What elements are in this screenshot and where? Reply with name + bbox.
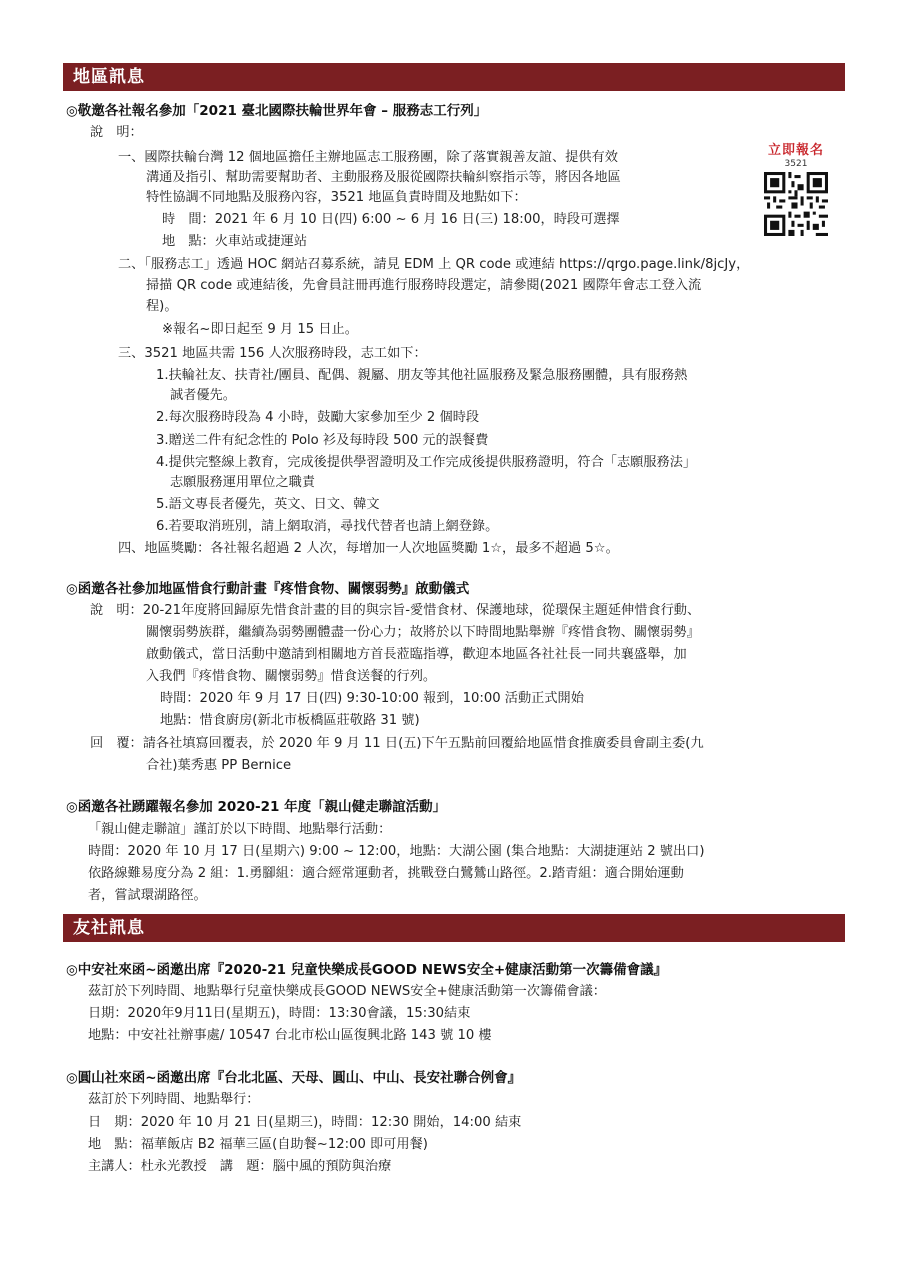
paragraph-line: 二、「服務志工」透過 HOC 網站召募系統，請見 EDM 上 QR code 或連結 https://qrgo.page.link/8jcJy， — [118, 257, 750, 272]
item-title-yuanshan: ◎圓山社來函~函邀出席『台北北區、天母、圓山、中山、長安社聯合例會』 — [66, 1070, 522, 1086]
explanation-label: 說 明： — [90, 125, 143, 140]
paragraph-line: 三、3521 地區共需 156 人次服務時段，志工如下： — [118, 346, 427, 361]
list-item-cont: 誠者優先。 — [170, 388, 236, 403]
qr-subtitle: 3521 — [784, 159, 808, 169]
paragraph-line: 入我們『疼惜食物、關懷弱勢』惜食送餐的行列。 — [146, 669, 437, 684]
paragraph-line: 一、國際扶輪台灣 12 個地區擔任主辦地區志工服務團，除了落實親善友誼、提供有效 — [118, 150, 618, 165]
paragraph-line: 說 明：20-21年度將回歸原先惜食計畫的目的與宗旨-愛惜食材、保護地球，從環保主題延伸惜食行動、 — [90, 603, 701, 618]
paragraph-line: 溝通及指引、幫助需要幫助者、主動服務及服從國際扶輪糾察指示等，將因各地區 — [146, 170, 621, 185]
location-line: 地 點：福華飯店 B2 福華三區(自助餐~12:00 即可用餐) — [88, 1137, 428, 1152]
deadline-note: ※報名~即日起至 9 月 15 日止。 — [162, 322, 358, 337]
paragraph-line: 地點：中安社社辦事處/ 10547 台北市松山區復興北路 143 號 10 樓 — [88, 1028, 492, 1043]
paragraph-line: 茲訂於下列時間、地點舉行： — [88, 1092, 260, 1107]
paragraph-line: 日期：2020年9月11日(星期五)，時間：13:30會議，15:30結束 — [88, 1006, 471, 1021]
date-line: 日 期：2020 年 10 月 21 日(星期三)，時間：12:30 開始，14:00 結束 — [88, 1115, 522, 1130]
speaker-line: 主講人：杜永光教授 講 題：腦中風的預防與治療 — [88, 1159, 392, 1174]
qr-register-box[interactable] — [762, 143, 830, 243]
section-heading-district: 地區訊息 — [63, 63, 845, 91]
list-item: 6.若要取消班別，請上網取消，尋找代替者也請上網登錄。 — [156, 519, 499, 534]
paragraph-line: 啟動儀式，當日活動中邀請到相關地方首長蒞臨指導，歡迎本地區各社社長一同共襄盛舉，加 — [146, 647, 687, 662]
list-item: 1.扶輪社友、扶青社/團員、配偶、親屬、朋友等其他社區服務及緊急服務團體，具有服務熱 — [156, 368, 688, 383]
time-line: 時間：2020 年 9 月 17 日(四) 9:30-10:00 報到，10:00 活動正式開始 — [160, 691, 584, 706]
item-title-hiking: ◎函邀各社踴躍報名參加 2020-21 年度「親山健走聯誼活動」 — [66, 799, 447, 815]
paragraph-line: 四、地區獎勵：各社報名超過 2 人次，每增加一人次地區獎勵 1☆，最多不超過 5☆。 — [118, 541, 619, 556]
list-item: 2.每次服務時段為 4 小時，鼓勵大家參加至少 2 個時段 — [156, 410, 480, 425]
paragraph-line: 者，嘗試環湖路徑。 — [88, 888, 207, 903]
list-item: 5.語文專長者優先，英文、日文、韓文 — [156, 497, 380, 512]
reply-line-cont: 合社)葉秀惠 PP Bernice — [146, 758, 292, 773]
paragraph-line: 依路線難易度分為 2 組：1.勇腳組：適合經常運動者，挑戰登白鷺鷥山路徑。2.踏青組：適合開始運動 — [88, 866, 684, 881]
qr-title: 立即報名 — [767, 143, 824, 158]
item-title-food: ◎函邀各社參加地區惜食行動計畫『疼惜食物、關懷弱勢』啟動儀式 — [66, 581, 470, 597]
section-heading-friend-clubs: 友社訊息 — [63, 914, 845, 942]
location-line: 地點：惜食廚房(新北市板橋區莊敬路 31 號) — [160, 713, 420, 728]
list-item: 3.贈送二件有紀念性的 Polo 衫及每時段 500 元的誤餐費 — [156, 433, 489, 448]
item-title-zhongan: ◎中安社來函~函邀出席『2020-21 兒童快樂成長GOOD NEWS安全+健康活動第一次籌備會議』 — [66, 962, 668, 978]
paragraph-line: 「親山健走聯誼」謹訂於以下時間、地點舉行活動： — [88, 822, 392, 837]
paragraph-line: 特性協調不同地點及服務內容，3521 地區負責時間及地點如下： — [146, 190, 527, 205]
location-line: 地 點：火車站或捷運站 — [162, 234, 308, 249]
list-item: 4.提供完整線上教育，完成後提供學習證明及工作完成後提供服務證明，符合「志願服務法」 — [156, 455, 697, 470]
reply-line: 回 覆：請各社填寫回覆表，於 2020 年 9 月 11 日(五)下午五點前回覆給地區惜食推廣委員會副主委(九 — [90, 736, 704, 751]
list-item-cont: 志願服務運用單位之職責 — [170, 475, 316, 490]
paragraph-line: 程)。 — [146, 299, 178, 314]
item-title-volunteer: ◎敬邀各社報名參加「2021 臺北國際扶輪世界年會 – 服務志工行列」 — [66, 103, 488, 119]
qr-code-icon[interactable] — [764, 172, 828, 236]
paragraph-line: 茲訂於下列時間、地點舉行兒童快樂成長GOOD NEWS安全+健康活動第一次籌備會議： — [88, 984, 606, 999]
paragraph-line: 時間：2020 年 10 月 17 日(星期六) 9:00 ~ 12:00，地點：大湖公園 (集合地點：大湖捷運站 2 號出口) — [88, 844, 705, 859]
paragraph-line: 掃描 QR code 或連結後，先會員註冊再進行服務時段選定，請參閱(2021 國際年會志工登入流 — [146, 278, 702, 293]
time-line: 時 間：2021 年 6 月 10 日(四) 6:00 ~ 6 月 16 日(三) 18:00，時段可選擇 — [162, 212, 620, 227]
paragraph-line: 關懷弱勢族群，繼續為弱勢團體盡一份心力；故將於以下時間地點舉辦『疼惜食物、關懷弱勢』 — [146, 625, 700, 640]
